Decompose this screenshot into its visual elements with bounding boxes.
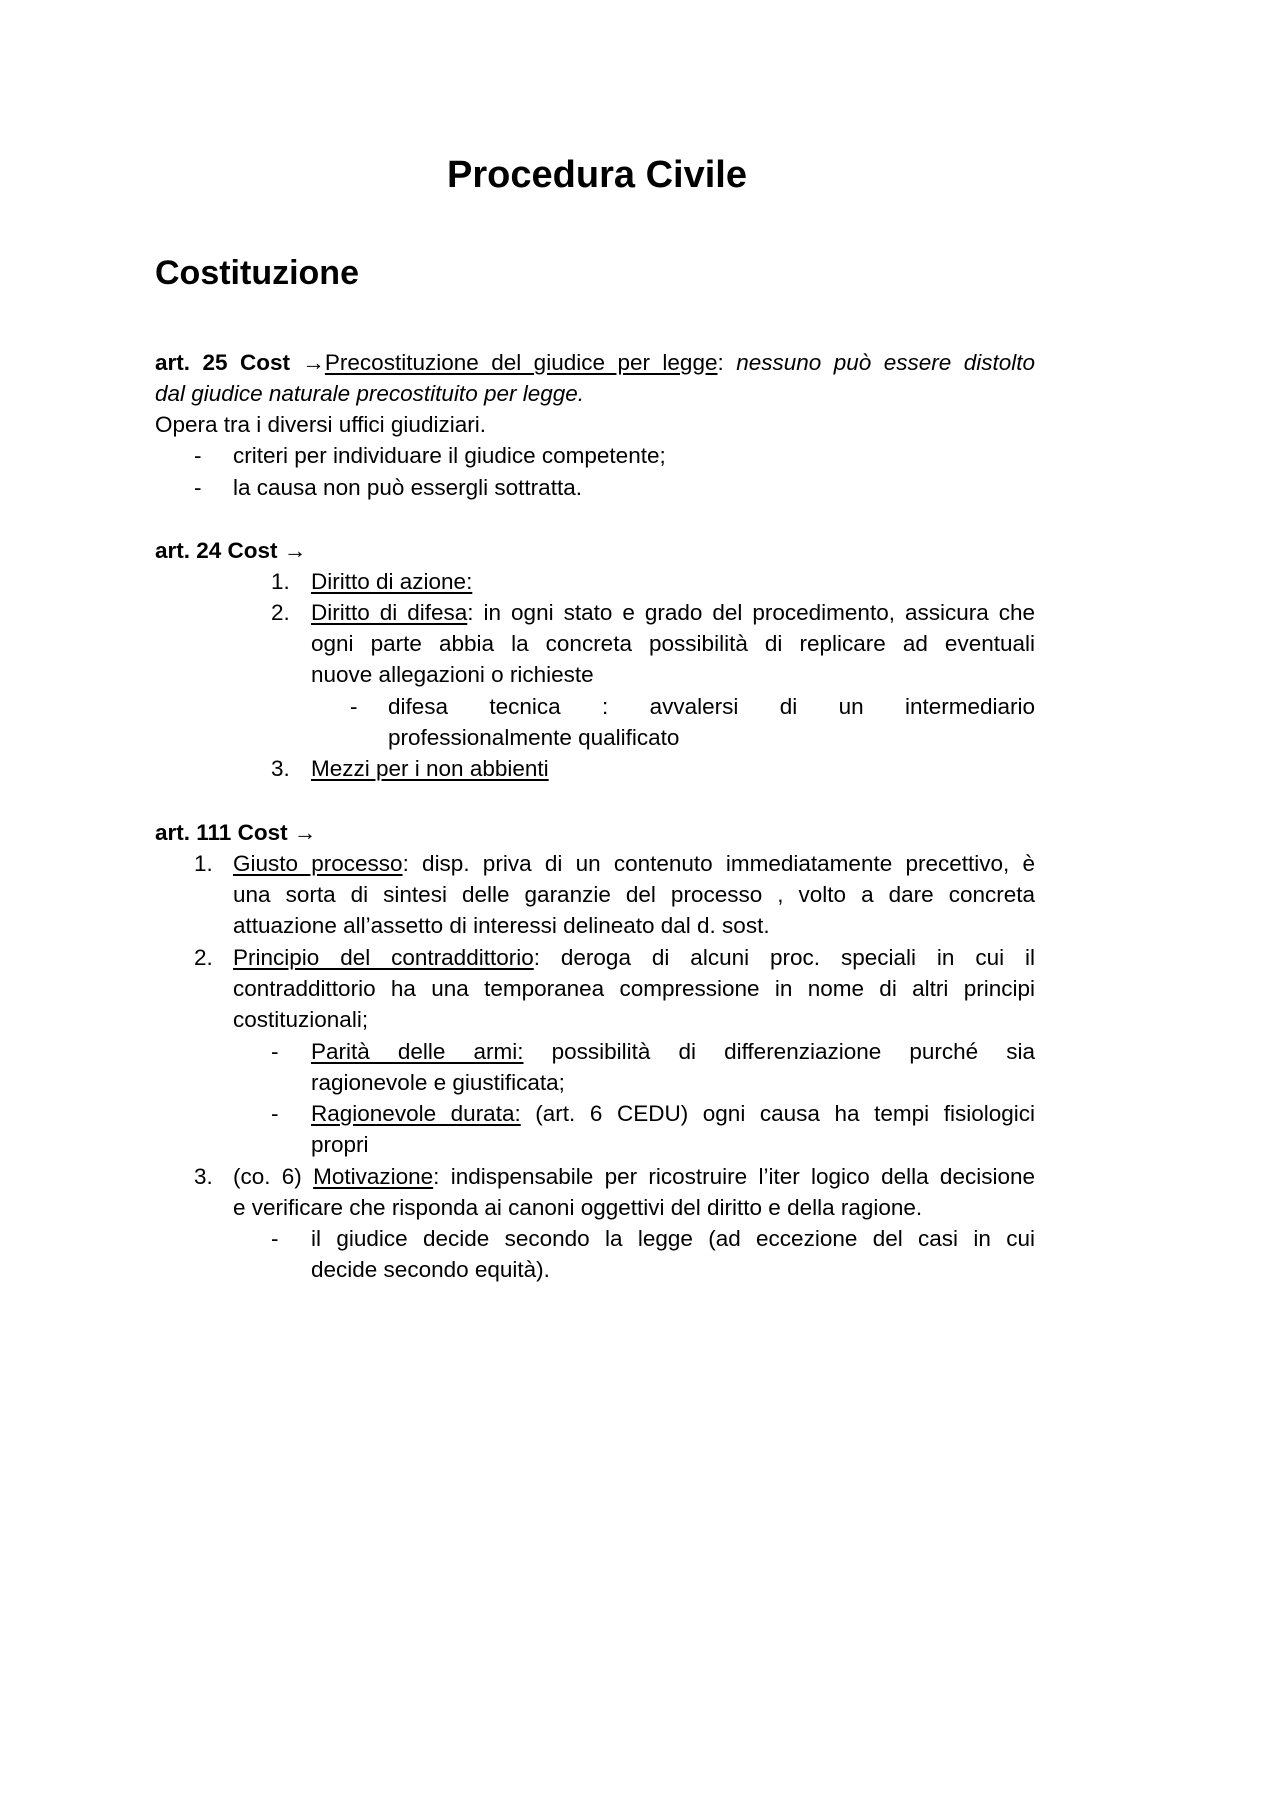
list-number: 1. [271, 569, 290, 594]
page-title: Procedura Civile [447, 154, 747, 196]
art111-item1-line3: attuazione all’assetto di interessi delineato dal d. sost. [233, 913, 770, 938]
bullet-dash: - [271, 1101, 279, 1126]
art111-heading: art. 111 Cost → [155, 820, 317, 845]
art24-item3-label: Mezzi per i non abbienti [311, 756, 549, 781]
art111-item3-line2: e verificare che risponda ai canoni oggettivi del diritto e della ragione. [233, 1195, 923, 1220]
bullet-dash: - [194, 443, 202, 468]
art111-sub3-line1: il giudice decide secondo la legge (ad eccezione del casi in cui [311, 1226, 1035, 1251]
art111-item2-line3: costituzionali; [233, 1007, 369, 1032]
art111-item3-line1: (co. 6) Motivazione: indispensabile per ricostruire l’iter logico della decisione [233, 1164, 1035, 1189]
art111-sub2-line2: propri [311, 1132, 369, 1157]
art25-quote-line2: dal giudice naturale precostituito per legge. [155, 381, 585, 406]
art111-item2-line2: contraddittorio ha una temporanea compressione in nome di altri principi [233, 976, 1035, 1001]
list-number: 3. [271, 756, 290, 781]
bullet-dash: - [194, 475, 202, 500]
art24-heading: art. 24 Cost → [155, 538, 307, 563]
bullet-dash: - [271, 1226, 279, 1251]
bullet-dash: - [350, 694, 358, 719]
art111-sub1-line2: ragionevole e giustificata; [311, 1070, 565, 1095]
bullet-dash: - [271, 1039, 279, 1064]
art25-text: Opera tra i diversi uffici giudiziari. [155, 412, 486, 437]
art24-item2-line1: Diritto di difesa: in ogni stato e grado del procedimento, assicura che [311, 600, 1035, 625]
art25-line1: art. 25 Cost →Precostituzione del giudice per legge: nessuno può essere distolto [155, 350, 1035, 375]
art111-item1-line2: una sorta di sintesi delle garanzie del processo , volto a dare concreta [233, 882, 1035, 907]
art25-bullet-2: la causa non può essergli sottratta. [233, 475, 582, 500]
art24-item1-label: Diritto di azione: [311, 569, 473, 594]
list-number: 1. [194, 851, 213, 876]
art111-sub3-line2: decide secondo equità). [311, 1257, 550, 1282]
art111-item1-line1: Giusto processo: disp. priva di un contenuto immediatamente precettivo, è [233, 851, 1035, 876]
art24-sub-line2: professionalmente qualificato [388, 725, 680, 750]
art25-bullet-1: criteri per individuare il giudice competente; [233, 443, 666, 468]
list-number: 2. [194, 945, 213, 970]
art111-sub2-line1: Ragionevole durata: (art. 6 CEDU) ogni causa ha tempi fisiologici [311, 1101, 1035, 1126]
section-heading: Costituzione [155, 254, 359, 292]
list-number: 2. [271, 600, 290, 625]
art24-item2-line3: nuove allegazioni o richieste [311, 662, 594, 687]
list-number: 3. [194, 1164, 213, 1189]
art24-item2-line2: ogni parte abbia la concreta possibilità di replicare ad eventuali [311, 631, 1035, 656]
art24-sub-line1: difesa tecnica : avvalersi di un intermediario [388, 694, 1035, 719]
art111-sub1-line1: Parità delle armi: possibilità di differenziazione purché sia [311, 1039, 1035, 1064]
art111-item2-line1: Principio del contraddittorio: deroga di alcuni proc. speciali in cui il [233, 945, 1035, 970]
